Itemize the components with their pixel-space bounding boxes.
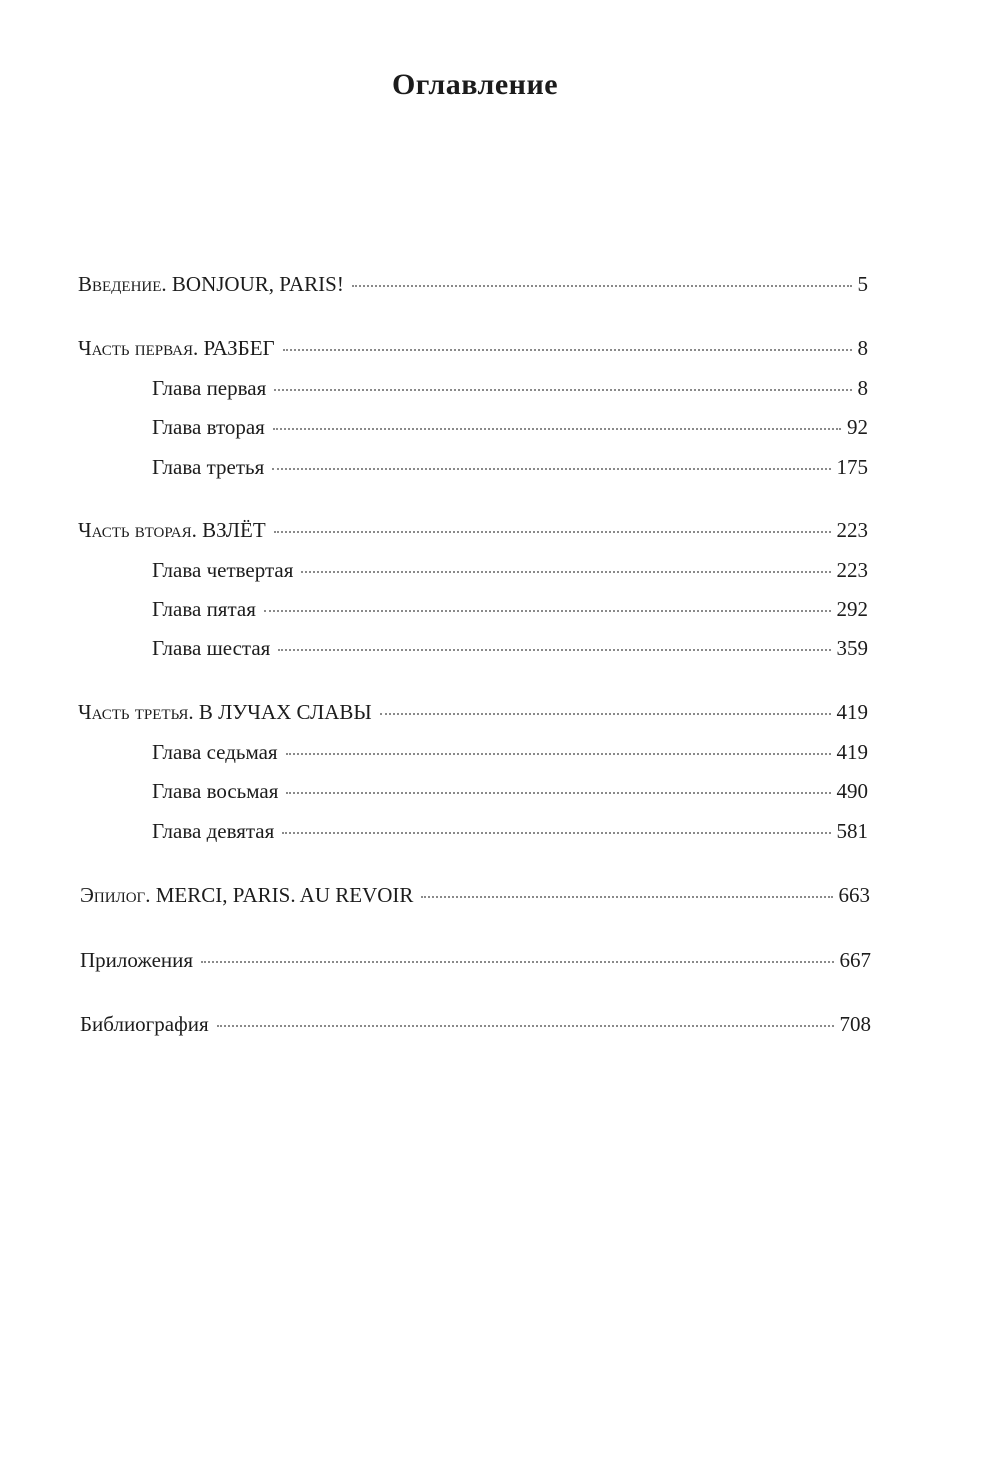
entry-prefix: Эпилог. <box>80 883 151 907</box>
toc-entry-epilogue <box>80 882 870 908</box>
entry-prefix: Часть первая. <box>78 336 199 360</box>
entry-title: Глава седьмая <box>152 740 278 764</box>
entry-prefix: Часть вторая. <box>78 518 197 542</box>
dot-leader <box>286 753 831 755</box>
entry-title: Библиография <box>80 1012 209 1036</box>
entry-title: Глава четвертая <box>152 558 294 582</box>
dot-leader <box>301 571 830 573</box>
toc-entry-bibliography <box>80 1011 871 1037</box>
entry-title: MERCI, PARIS. AU REVOIR <box>155 883 414 907</box>
page-number: 359 <box>836 636 868 660</box>
dot-leader <box>272 468 830 470</box>
toc-entry-chapter-6 <box>152 635 868 661</box>
page-number: 490 <box>836 779 868 803</box>
toc-entry-chapter-1 <box>152 375 868 401</box>
toc-entry-part-1 <box>78 335 868 361</box>
page-number: 419 <box>836 740 868 764</box>
entry-title: Приложения <box>80 948 194 972</box>
dot-leader <box>283 349 852 351</box>
toc-entry-chapter-8 <box>152 778 868 804</box>
entry-title: Глава шестая <box>152 636 271 660</box>
entry-title: ВЗЛЁТ <box>202 518 266 542</box>
page-number: 5 <box>857 272 868 296</box>
dot-leader <box>380 713 831 715</box>
entry-title: Глава пятая <box>152 597 256 621</box>
dot-leader <box>352 285 852 287</box>
entry-title: Глава третья <box>152 455 265 479</box>
page-number: 292 <box>836 597 868 621</box>
dot-leader <box>217 1025 834 1027</box>
entry-title: В ЛУЧАХ СЛАВЫ <box>198 700 372 724</box>
toc-entry-chapter-3 <box>152 454 868 480</box>
toc-entry-chapter-5 <box>152 596 868 622</box>
entry-title: Глава восьмая <box>152 779 279 803</box>
page-number: 92 <box>847 415 868 439</box>
entry-title: Глава девятая <box>152 819 275 843</box>
page-number: 419 <box>836 700 868 724</box>
entry-prefix: Введение. <box>78 272 167 296</box>
toc-entry-intro <box>78 271 868 297</box>
dot-leader <box>274 531 831 533</box>
toc-entry-part-3 <box>78 699 868 725</box>
toc-entry-chapter-9 <box>152 818 868 844</box>
toc-entry-chapter-2 <box>152 414 868 440</box>
dot-leader <box>274 389 851 391</box>
entry-title: Глава первая <box>152 376 267 400</box>
page-number: 667 <box>839 948 871 972</box>
entry-title: РАЗБЕГ <box>203 336 275 360</box>
page-number: 223 <box>836 558 868 582</box>
dot-leader <box>282 832 830 834</box>
toc-entry-chapter-4 <box>152 557 868 583</box>
page-title: Оглавление <box>391 68 559 101</box>
toc-entry-chapter-7 <box>152 739 868 765</box>
dot-leader <box>273 428 841 430</box>
dot-leader <box>421 896 832 898</box>
entry-prefix: Часть третья. <box>78 700 194 724</box>
page-number: 223 <box>836 518 868 542</box>
toc-entry-appendix <box>80 947 871 973</box>
page-number: 708 <box>839 1012 871 1036</box>
toc-entry-part-2 <box>78 517 868 543</box>
page-number: 663 <box>838 883 870 907</box>
entry-title: Глава вторая <box>152 415 265 439</box>
page-number: 175 <box>836 455 868 479</box>
dot-leader <box>264 610 831 612</box>
dot-leader <box>278 649 830 651</box>
page-number: 581 <box>836 819 868 843</box>
dot-leader <box>286 792 830 794</box>
page-number: 8 <box>857 376 868 400</box>
entry-title: BONJOUR, PARIS! <box>171 272 344 296</box>
dot-leader <box>201 961 833 963</box>
page-number: 8 <box>857 336 868 360</box>
